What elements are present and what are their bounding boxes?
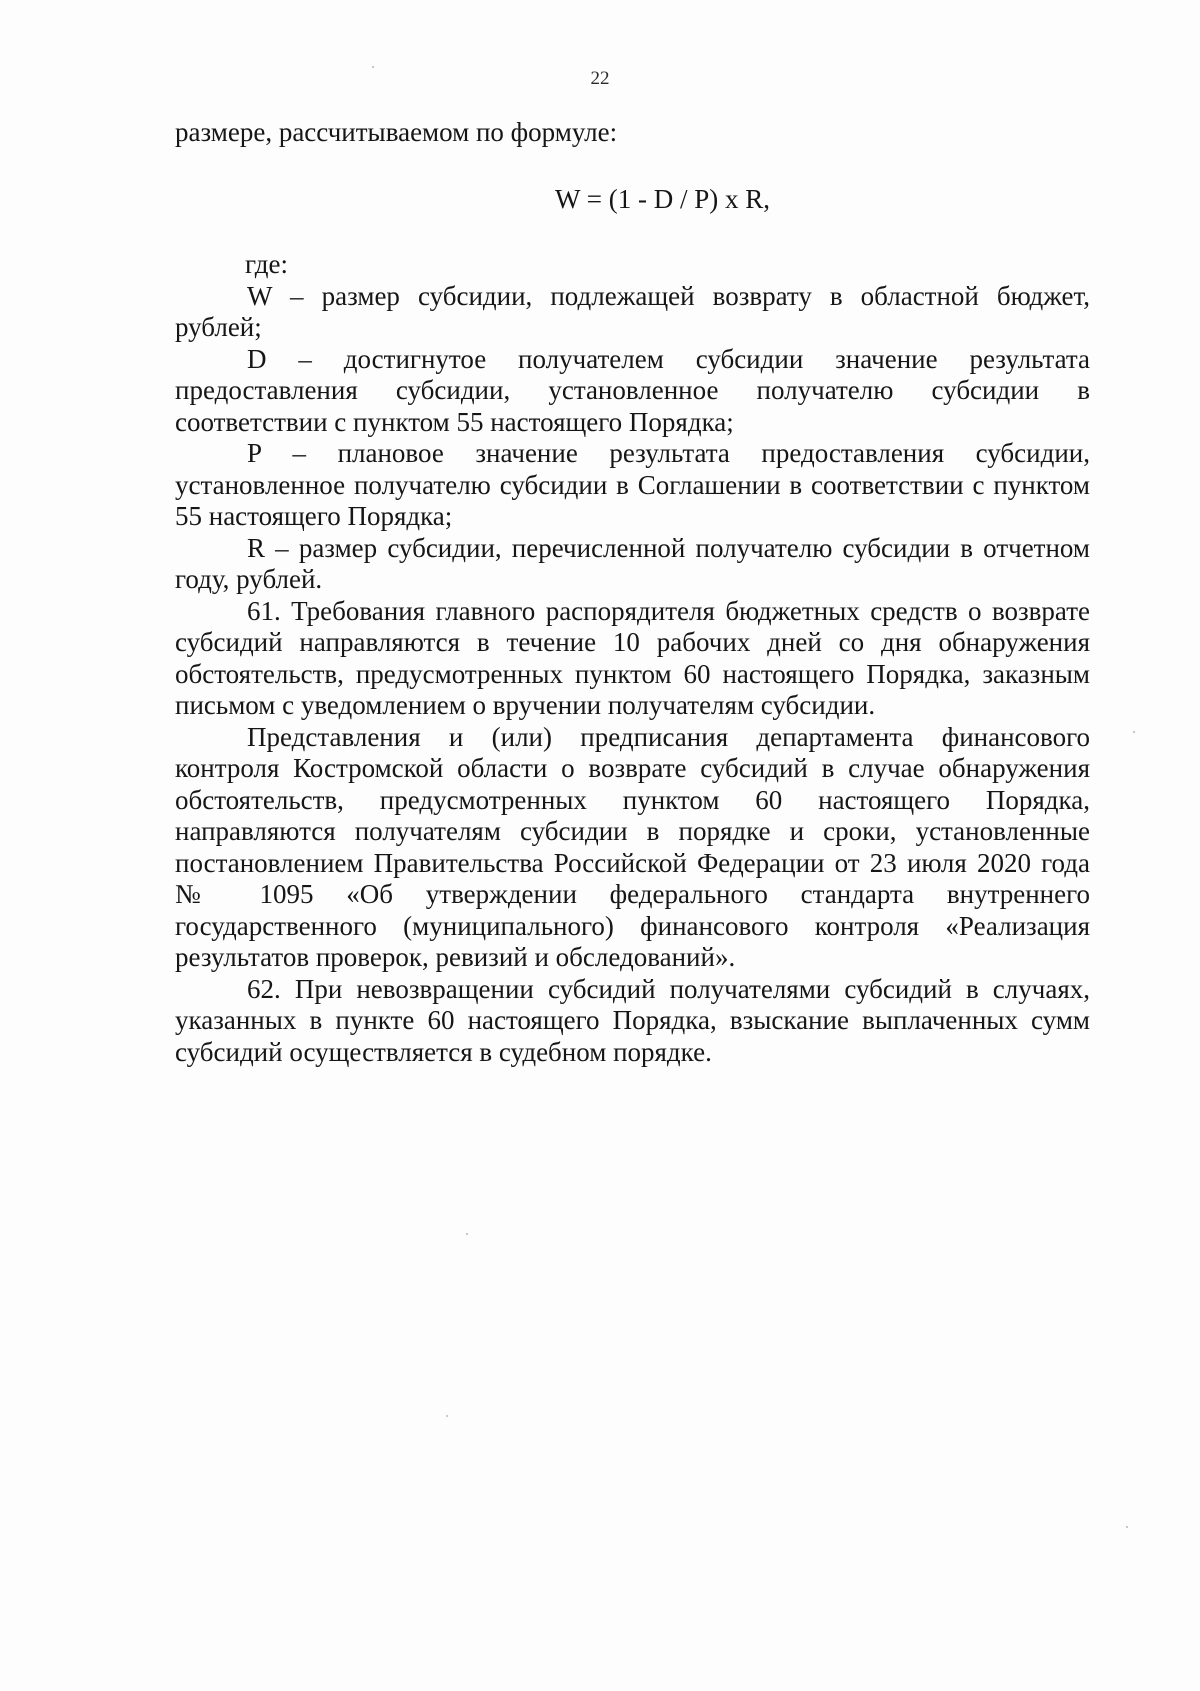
paragraph-61: 61. Требования главного распорядителя бюджетных средств о возврате субсидий направляются в течение 10 рабочих дней со дня обнаружения обстоятельств, предусмотренных пунктом 60 настоящего Порядка, заказным письмом с уведомлением о вручении получателям субсидии. [175,595,1090,720]
paragraph-definition-p: P – плановое значение результата предоставления субсидии, установленное получателю субсидии в Соглашении в соответствии с пунктом 55 настоящего Порядка; [175,438,1090,531]
paragraph-definition-w: W – размер субсидии, подлежащей возврату в областной бюджет, рублей; [175,280,1090,342]
scan-speck [1126,1526,1128,1528]
paragraph-definition-d: D – достигнутое получателем субсидии значение результата предоставления субсидии, установленное получателю субсидии в соответствии с пунктом 55 настоящего Порядка; [175,343,1090,437]
scan-speck [446,1415,448,1417]
intro-line: размере, рассчитываемом по формуле: [175,117,618,147]
paragraph-definition-r: R – размер субсидии, перечисленной получателю субсидии в отчетном году, рублей. [175,532,1090,594]
paragraph-control-representations: Представления и (или) предписания департамента финансового контроля Костромской области о возврате субсидий в случае обнаружения обстоятельств, предусмотренных пунктом 60 настоящего Порядка, направляются получателям субсидии в порядке и сроки, установленные постановлением Правительства Российской Федерации от 23 июля 2020 года № 1095 «Об утверждении федерального стандарта внутреннего государственного (муниципального) финансового контроля «Реализация результатов проверок, ревизий и обследований». [175,721,1090,972]
formula: W = (1 - D / P) x R, [555,184,770,214]
scan-speck [1133,731,1135,733]
scan-speck [372,66,374,68]
page-number: 22 [590,68,610,89]
paragraph-where: где: [245,249,288,279]
scan-speck [466,1233,468,1235]
document-body [175,249,1090,1068]
paragraph-62: 62. При невозвращении субсидий получателями субсидий в случаях, указанных в пункте 60 настоящего Порядка, взыскание выплаченных сумм субсидий осуществляется в судебном порядке. [175,973,1090,1067]
